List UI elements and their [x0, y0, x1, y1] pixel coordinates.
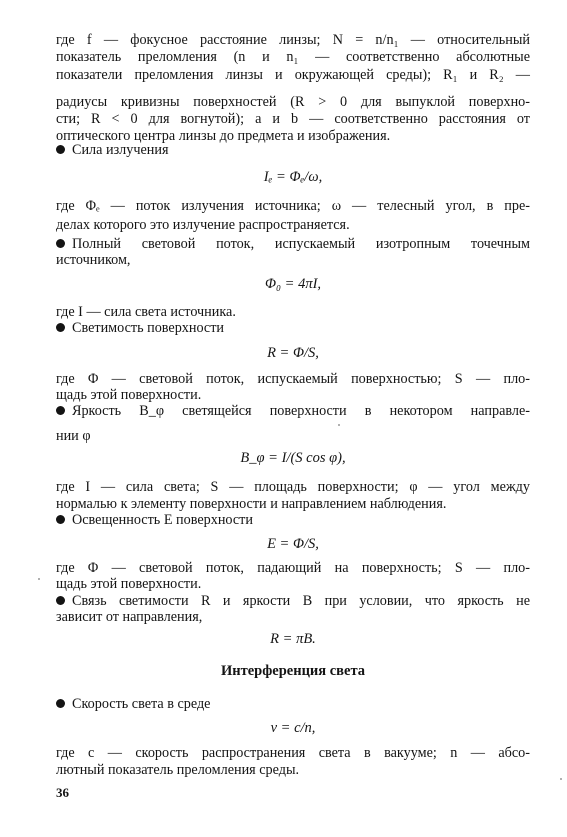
formula: v = c/n,	[270, 720, 316, 736]
text-line: радиусы кривизны поверхностей (R > 0 для выпуклой поверхно-	[56, 94, 530, 110]
bullet-icon	[56, 239, 65, 248]
text-line: где f — фокусное расстояние линзы; N = n/n₁ — относительный	[56, 32, 530, 48]
bullet-label: Сила излучения	[72, 142, 169, 158]
section-heading: Интерференция света	[220, 663, 365, 679]
text-line: где Φ — световой поток, испускаемый поверхностью; S — пло-	[56, 371, 530, 387]
bullet-icon	[56, 515, 65, 524]
text-line: источником,	[56, 252, 131, 268]
text-line: нормалью к элементу поверхности и направлением наблюдения.	[56, 496, 447, 512]
text-line: где c — скорость распространения света в вакууме; n — абсо-	[56, 745, 530, 761]
text-line: где I — сила света источника.	[56, 304, 236, 320]
text-line: показатель преломления (n и n₁ — соответственно абсолютные	[56, 49, 530, 65]
bullet-icon	[56, 596, 65, 605]
bullet-item	[56, 696, 530, 712]
text-line: где I — сила света; S — площадь поверхности; φ — угол между	[56, 479, 530, 495]
scan-speck	[338, 424, 340, 426]
text-line: зависит от направления,	[56, 609, 203, 625]
bullet-label: Освещенность E поверхности	[72, 512, 253, 528]
bullet-icon	[56, 406, 65, 415]
bullet-item	[56, 236, 530, 252]
bullet-item	[56, 512, 530, 528]
bullet-label: Яркость B_φ светящейся поверхности в некотором направле-	[72, 403, 530, 419]
text-line: сти; R < 0 для вогнутой); a и b — соответственно расстояния от	[56, 111, 530, 127]
bullet-item	[56, 320, 530, 336]
scan-speck	[560, 778, 562, 780]
bullet-item	[56, 403, 530, 419]
formula: R = πB.	[270, 631, 316, 647]
text-line: делах которого это излучение распространяется.	[56, 217, 350, 233]
bullet-icon	[56, 145, 65, 154]
text-line: оптического центра линзы до предмета и изображения.	[56, 128, 391, 144]
formula: B_φ = I/(S cos φ),	[240, 450, 346, 466]
formula: E = Φ/S,	[267, 536, 319, 552]
text-line: показатели преломления линзы и окружающей среды); R₁ и R₂ —	[56, 67, 530, 83]
bullet-label: Светимость поверхности	[72, 320, 225, 336]
bullet-item	[56, 593, 530, 609]
bullet-label: Связь светимости R и яркости B при условии, что яркость не	[72, 593, 530, 609]
text-line: щадь этой поверхности.	[56, 576, 202, 592]
bullet-label: Полный световой поток, испускаемый изотропным точечным	[72, 236, 530, 252]
bullet-icon	[56, 323, 65, 332]
scan-speck	[38, 578, 40, 580]
text-line: нии φ	[56, 428, 91, 444]
text-line: щадь этой поверхности.	[56, 387, 202, 403]
formula: Φ₀ = 4πI,	[264, 276, 322, 292]
bullet-icon	[56, 699, 65, 708]
page-number: 36	[56, 785, 69, 800]
formula: R = Φ/S,	[267, 345, 319, 361]
text-line: где Φ — световой поток, падающий на поверхность; S — пло-	[56, 560, 530, 576]
bullet-item	[56, 142, 530, 158]
text-line: где Φₑ — поток излучения источника; ω — телесный угол, в пре-	[56, 198, 530, 214]
text-line: лютный показатель преломления среды.	[56, 762, 300, 778]
formula: Iₑ = Φₑ/ω,	[263, 169, 323, 185]
bullet-label: Скорость света в среде	[72, 696, 211, 712]
